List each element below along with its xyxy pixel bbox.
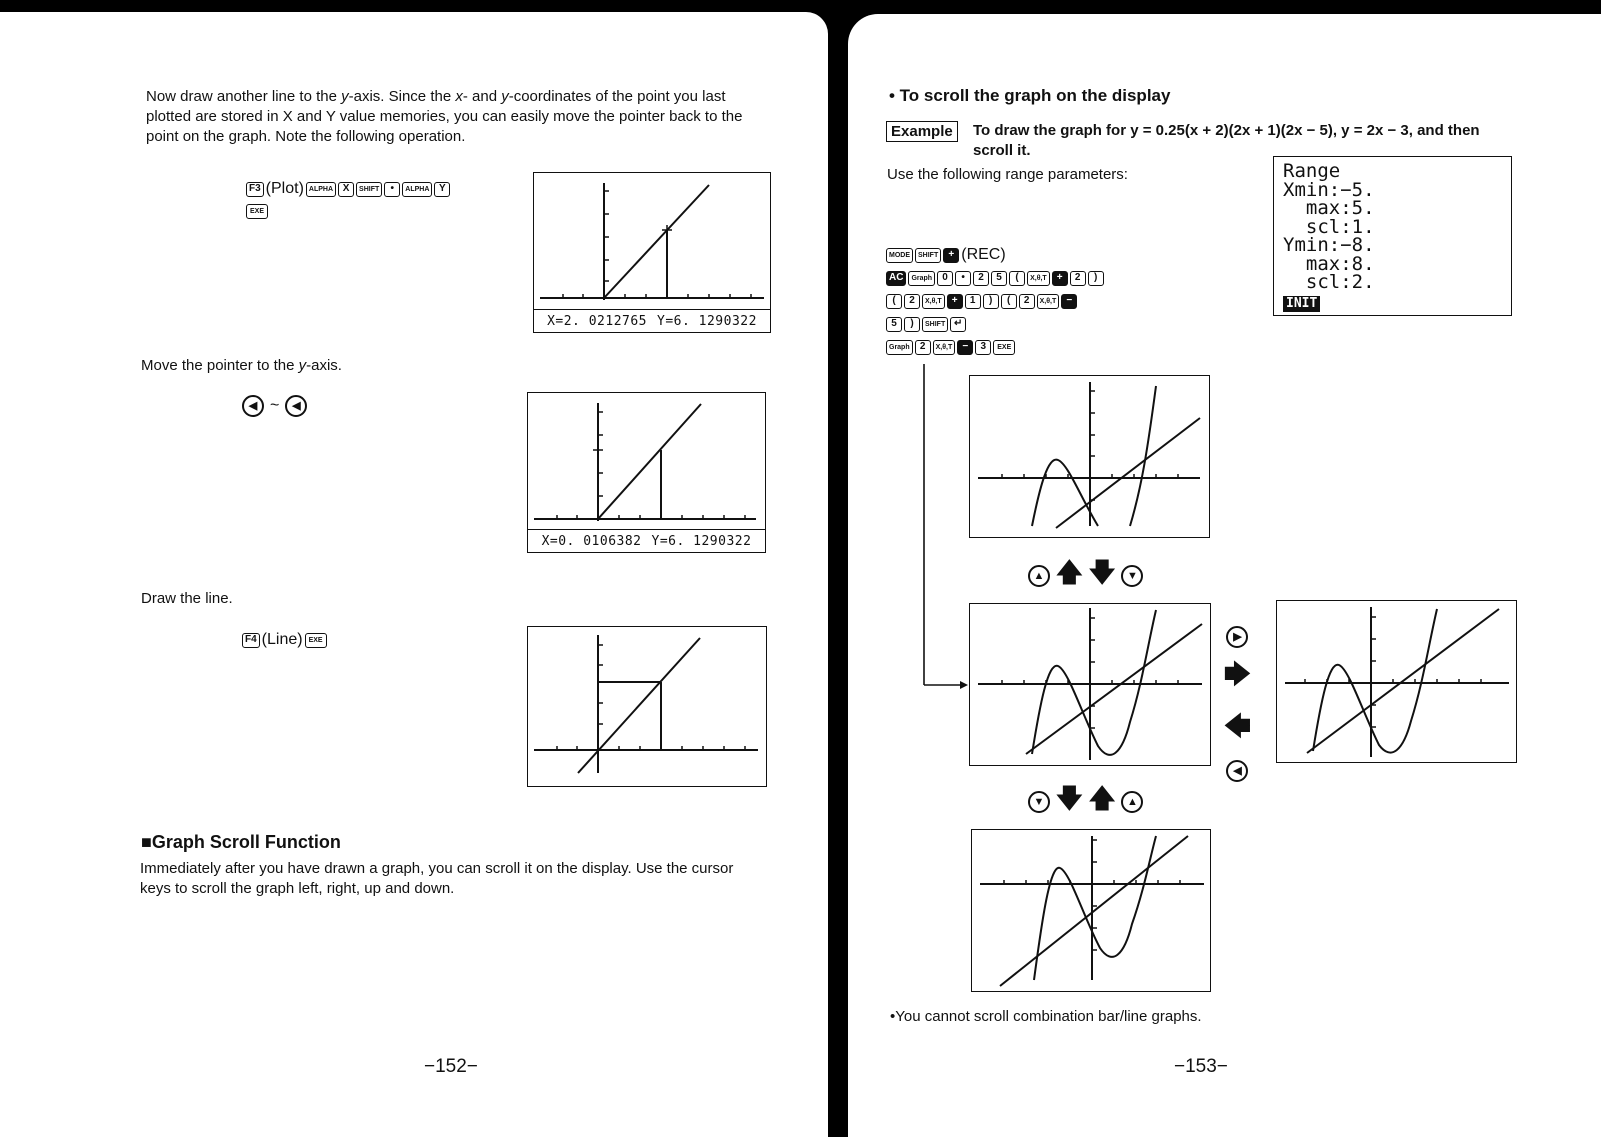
exe-key[interactable]: EXE — [246, 204, 268, 219]
return-key[interactable]: ↵ — [950, 317, 966, 332]
arrow-left-icon: 🡄 — [1224, 711, 1251, 741]
arrow-down-icon: 🡇 — [1088, 557, 1116, 587]
graph-screen-scrolled-right — [1276, 600, 1517, 763]
graph-screen-scrolled-down — [971, 829, 1211, 992]
two-key[interactable]: 2 — [904, 294, 920, 309]
page-number: −153− — [1174, 1056, 1228, 1077]
right-page — [848, 14, 1601, 1137]
down-cursor-key[interactable]: ▼ — [1028, 791, 1050, 813]
scrolled-right-graph — [1277, 601, 1516, 762]
arrow-right-icon: 🡆 — [1224, 659, 1251, 689]
left-cursor-key[interactable]: ◀ — [1226, 760, 1248, 782]
exe-key[interactable]: EXE — [993, 340, 1015, 355]
x-theta-t-key[interactable]: X,θ,T — [933, 340, 956, 355]
alpha-key[interactable]: ALPHA — [306, 182, 336, 197]
exe-key[interactable]: EXE — [305, 633, 327, 648]
xmax-line: max:5. — [1283, 197, 1375, 219]
left-cursor-key[interactable]: ◀ — [242, 395, 264, 417]
x-readout: X=0. 0106382 — [541, 533, 642, 549]
move-instruction: Move the pointer to the y-axis. — [141, 357, 342, 374]
coordinate-readout — [534, 309, 770, 332]
x-theta-t-key[interactable]: X,θ,T — [922, 294, 945, 309]
line-label: (Line) — [261, 631, 303, 648]
open-paren-key[interactable]: ( — [1001, 294, 1017, 309]
plot-label: (Plot) — [265, 180, 304, 197]
initial-graph — [970, 604, 1210, 765]
y-key[interactable]: Y — [434, 182, 450, 197]
x-key[interactable]: X — [338, 182, 354, 197]
coordinate-readout — [528, 529, 765, 552]
shift-key[interactable]: SHIFT — [922, 317, 948, 332]
scrolled-down-graph — [972, 830, 1210, 991]
up-cursor-key[interactable]: ▲ — [1028, 565, 1050, 587]
graph-screen-line — [527, 626, 767, 787]
x-theta-t-key[interactable]: X,θ,T — [1037, 294, 1060, 309]
left-cursor-key-2[interactable]: ◀ — [285, 395, 307, 417]
comma-key[interactable]: • — [384, 182, 400, 197]
key-sequence-line-3 — [886, 291, 1077, 311]
x-theta-t-key[interactable]: X,θ,T — [1027, 271, 1050, 286]
zero-key[interactable]: 0 — [937, 271, 953, 286]
key-sequence-line-2 — [886, 268, 1104, 288]
footnote: •You cannot scroll combination bar/line graphs. — [890, 1008, 1202, 1025]
f4-key[interactable]: F4 — [242, 633, 260, 648]
close-paren-key[interactable]: ) — [983, 294, 999, 309]
ac-key[interactable]: AC — [886, 271, 906, 286]
page-number: −152− — [424, 1056, 478, 1077]
xmin-line: Xmin:−5. — [1283, 178, 1375, 201]
example-text-continued: scroll it. — [973, 142, 1031, 159]
move-key-sequence — [242, 396, 307, 416]
close-paren-key[interactable]: ) — [1088, 271, 1104, 286]
five-key[interactable]: 5 — [991, 271, 1007, 286]
xscl-line: scl:1. — [1283, 215, 1375, 238]
minus-key[interactable]: − — [957, 340, 973, 355]
five-key[interactable]: 5 — [886, 317, 902, 332]
arrow-up-icon: 🡅 — [1088, 783, 1116, 813]
graph-screen-initial — [969, 603, 1211, 766]
scroll-heading: • To scroll the graph on the display — [889, 86, 1171, 105]
key-sequence-line-5 — [886, 337, 1015, 357]
range-parameter-display — [1273, 156, 1512, 316]
scrolled-up-graph — [970, 376, 1209, 537]
shift-key[interactable]: SHIFT — [915, 248, 941, 263]
key-sequence-line-4 — [886, 314, 966, 334]
section-body: Immediately after you have drawn a graph, you can scroll it on the display. Use the cursor keys to scroll the graph left, right, up and down. — [140, 860, 734, 897]
x-readout: X=2. 0212765 — [547, 313, 647, 329]
shift-key[interactable]: SHIFT — [356, 182, 382, 197]
two-key[interactable]: 2 — [973, 271, 989, 286]
graph-key[interactable]: Graph — [908, 271, 935, 286]
down-cursor-key[interactable]: ▼ — [1121, 565, 1143, 587]
close-paren-key[interactable]: ) — [904, 317, 920, 332]
arrow-up-icon: 🡅 — [1056, 557, 1083, 587]
example-text: To draw the graph for y = 0.25(x + 2)(2x + 1)(2x − 5), y = 2x − 3, and then — [973, 122, 1480, 139]
plus-key[interactable]: + — [1052, 271, 1068, 286]
open-paren-key[interactable]: ( — [1009, 271, 1025, 286]
plot-key-sequence — [246, 179, 450, 199]
ymax-line: max:8. — [1283, 252, 1375, 275]
yscl-line: scl:2. — [1283, 271, 1375, 293]
line-graph — [528, 627, 766, 786]
up-down-scroll-keys — [1028, 554, 1143, 598]
mode-key[interactable]: MODE — [886, 248, 913, 263]
y-readout: Y=6. 1290322 — [651, 533, 752, 549]
section-heading: ■Graph Scroll Function — [141, 832, 341, 852]
key-sequence-line-1 — [886, 245, 1006, 265]
draw-instruction: Draw the line. — [141, 590, 233, 607]
right-cursor-key[interactable]: ▶ — [1226, 626, 1248, 648]
graph-screen-scrolled-up — [969, 375, 1210, 538]
intro-paragraph: Now draw another line to the y-axis. Since the x- and y-coordinates of the point you last plotted are stored in X and Y value memories, you can easily move the pointer back to the point on the graph. Note the following operation. — [146, 88, 743, 145]
two-key[interactable]: 2 — [915, 340, 931, 355]
plus-key[interactable]: + — [947, 294, 963, 309]
range-title: Range — [1283, 160, 1341, 182]
graph-screen-move — [527, 392, 766, 553]
rec-label: (REC) — [961, 246, 1006, 263]
alpha-key-2[interactable]: ALPHA — [402, 182, 432, 197]
range-intro: Use the following range parameters: — [887, 166, 1128, 183]
minus-key[interactable]: − — [1061, 294, 1077, 309]
range-tilde: ~ — [270, 397, 280, 414]
ymin-line: Ymin:−8. — [1283, 234, 1375, 256]
init-label: INIT — [1283, 296, 1320, 312]
three-key[interactable]: 3 — [975, 340, 991, 355]
left-right-scroll-keys — [1224, 626, 1251, 782]
graph-screen-plot — [533, 172, 771, 333]
down-up-scroll-keys — [1028, 780, 1143, 824]
two-key[interactable]: 2 — [1070, 271, 1086, 286]
graph-key[interactable]: Graph — [886, 340, 913, 355]
one-key[interactable]: 1 — [965, 294, 981, 309]
line-key-sequence — [242, 630, 327, 650]
arrow-down-icon: 🡇 — [1056, 783, 1083, 813]
example-label: Example — [886, 121, 958, 142]
plot-exe-sequence — [246, 201, 268, 221]
f3-key[interactable]: F3 — [246, 182, 264, 197]
y-readout: Y=6. 1290322 — [657, 313, 757, 329]
left-page — [0, 12, 828, 1137]
dot-key[interactable]: • — [955, 271, 971, 286]
open-paren-key[interactable]: ( — [886, 294, 902, 309]
up-cursor-key[interactable]: ▲ — [1121, 791, 1143, 813]
two-key[interactable]: 2 — [1019, 294, 1035, 309]
plus-key[interactable]: + — [943, 248, 959, 263]
